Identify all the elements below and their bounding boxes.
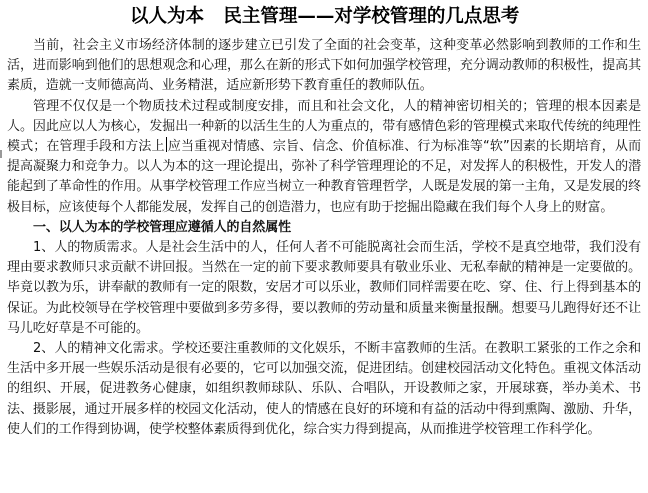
section-heading: 一、以人为本的学校管理应遵循人的自然属性 <box>33 219 292 235</box>
text-cursor <box>166 137 167 152</box>
point-material-needs: 1、人的物质需求。人是社会生活中的人，任何人者不可能脱离社会而生活，学校不是真空地带，我们没有理由要求教师只求贡献不讲回报。当然在一定的前下要求教师要具有敬业乐业、无私奉献的精神是一定要做的。毕竟以教为乐，讲奉献的教师有一定的限数，安居才可以乐业，教师们同样需要在吃、穿、住、行上得到基本的保证。为此校领导在学校管理中要做到多劳多得，要以教师的劳动量和质量来衡量报酬。想要马儿跑得好还不让马儿吃好草是不可能的。 <box>7 240 641 336</box>
management-paragraph-part1: 管理不仅仅是一个物质技术过程或制度安排，而且和社会文化，人的精神密切相关的；管理的根本因素是人。因此应以人为核心，发掘出一种新的以活生生的人为重点的，带有感情色彩的管理模式来取代传统的纯理性模式；在管理手段和方法上 <box>7 98 641 155</box>
management-paragraph <box>7 97 641 218</box>
point-cultural-needs: 2、人的精神文化需求。学校还要注重教师的文化娱乐，不断丰富教师的生活。在教职工紧张的工作之余和生活中多开展一些娱乐活动是很有必要的，它可以加强交流，促进团结。创建校园活动文化特色。重视文体活动的组织、开展，促进教务心健康，如组织教师球队、乐队、合唱队，开设教师之家，开展球赛，举办美术、书法、摄影展，通过开展多样的校园文化活动，使人的情感在良好的环境和有益的活动中得到熏陶、激励、升华，使人们的工作得到协调，使学校整体素质得到优化，综合实力得到提高，从而推进学校管理工作科学化。 <box>7 341 641 437</box>
document-title: 以人为本 民主管理——对学校管理的几点思考 <box>130 6 520 27</box>
margin-marker <box>0 150 2 158</box>
intro-paragraph: 当前，社会主义市场经济体制的逐步建立已引发了全面的社会变革，这种变革必然影响到教师的工作和生活，进而影响到他们的思想观念和心理，那么在新的形式下如何加强学校管理，充分调动教师的积极性，提高其素质，造就一支师德高尚、业务精湛，适应新形势下教育重任的教师队伍。 <box>7 38 641 94</box>
document-body <box>7 36 641 440</box>
management-paragraph-part2: 应当重视对情感、宗旨、信念、价值标准、行为标准等“软”因素的长期培育，从而提高凝聚力和竞争力。以人为本的这一理论提出，弥补了科学管理理论的不足，对发挥人的积极性，开发人的潜能起到了革命性的作用。从事学校管理工作应当树立一种教育管理哲学，人既是发展的第一主角，又是发展的终极目标，应该使每个人都能发展，发挥自己的创造潜力，也应有助于挖掘出隐藏在我们每个人身上的财富。 <box>7 139 641 215</box>
